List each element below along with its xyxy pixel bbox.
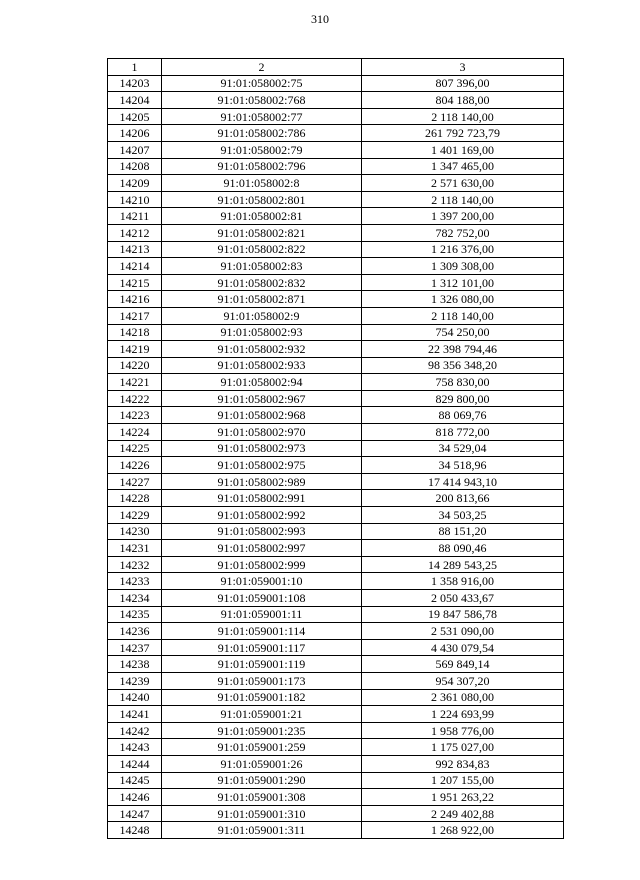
table-row bbox=[108, 739, 564, 756]
table-row bbox=[108, 805, 564, 822]
table-row bbox=[108, 606, 564, 623]
row-index-cell: 14241 bbox=[108, 706, 162, 723]
cadastral-number-cell: 91:01:058002:932 bbox=[162, 341, 362, 358]
value-cell: 2 118 140,00 bbox=[362, 307, 564, 324]
value-cell: 754 250,00 bbox=[362, 324, 564, 341]
value-cell: 1 347 465,00 bbox=[362, 158, 564, 175]
table-row bbox=[108, 639, 564, 656]
table-row bbox=[108, 689, 564, 706]
cadastral-number-cell: 91:01:058002:992 bbox=[162, 507, 362, 524]
table-row bbox=[108, 274, 564, 291]
cadastral-number-cell: 91:01:058002:801 bbox=[162, 191, 362, 208]
cadastral-number-cell: 91:01:059001:308 bbox=[162, 789, 362, 806]
table-row bbox=[108, 241, 564, 258]
row-index-cell: 14229 bbox=[108, 507, 162, 524]
data-table bbox=[107, 58, 564, 839]
cadastral-number-cell: 91:01:058002:796 bbox=[162, 158, 362, 175]
row-index-cell: 14225 bbox=[108, 440, 162, 457]
table-row bbox=[108, 789, 564, 806]
cadastral-number-cell: 91:01:058002:968 bbox=[162, 407, 362, 424]
value-cell: 818 772,00 bbox=[362, 424, 564, 441]
cadastral-number-cell: 91:01:059001:21 bbox=[162, 706, 362, 723]
table-row bbox=[108, 540, 564, 557]
row-index-cell: 14234 bbox=[108, 590, 162, 607]
row-index-cell: 14214 bbox=[108, 258, 162, 275]
value-cell: 34 503,25 bbox=[362, 507, 564, 524]
row-index-cell: 14204 bbox=[108, 92, 162, 109]
value-cell: 1 951 263,22 bbox=[362, 789, 564, 806]
table-row bbox=[108, 822, 564, 839]
value-cell: 782 752,00 bbox=[362, 224, 564, 241]
cadastral-number-cell: 91:01:059001:235 bbox=[162, 722, 362, 739]
cadastral-number-cell: 91:01:059001:108 bbox=[162, 590, 362, 607]
table-row bbox=[108, 457, 564, 474]
table-row bbox=[108, 656, 564, 673]
table-row bbox=[108, 755, 564, 772]
value-cell: 34 529,04 bbox=[362, 440, 564, 457]
value-cell: 1 268 922,00 bbox=[362, 822, 564, 839]
row-index-cell: 14236 bbox=[108, 623, 162, 640]
table-row bbox=[108, 390, 564, 407]
value-cell: 34 518,96 bbox=[362, 457, 564, 474]
table-row bbox=[108, 573, 564, 590]
value-cell: 19 847 586,78 bbox=[362, 606, 564, 623]
table-row bbox=[108, 108, 564, 125]
table-row bbox=[108, 258, 564, 275]
row-index-cell: 14246 bbox=[108, 789, 162, 806]
table-row bbox=[108, 623, 564, 640]
cadastral-number-cell: 91:01:059001:290 bbox=[162, 772, 362, 789]
table-row bbox=[108, 208, 564, 225]
table-row bbox=[108, 324, 564, 341]
value-cell: 14 289 543,25 bbox=[362, 556, 564, 573]
cadastral-number-cell: 91:01:058002:832 bbox=[162, 274, 362, 291]
value-cell: 2 050 433,67 bbox=[362, 590, 564, 607]
table-row bbox=[108, 191, 564, 208]
row-index-cell: 14232 bbox=[108, 556, 162, 573]
table-row bbox=[108, 341, 564, 358]
table-row bbox=[108, 706, 564, 723]
cadastral-number-cell: 91:01:058002:970 bbox=[162, 424, 362, 441]
table-row bbox=[108, 424, 564, 441]
cadastral-number-cell: 91:01:058002:83 bbox=[162, 258, 362, 275]
row-index-cell: 14223 bbox=[108, 407, 162, 424]
value-cell: 2 361 080,00 bbox=[362, 689, 564, 706]
column-header-3: 3 bbox=[362, 59, 564, 76]
table-row bbox=[108, 224, 564, 241]
cadastral-number-cell: 91:01:058002:999 bbox=[162, 556, 362, 573]
value-cell: 1 309 308,00 bbox=[362, 258, 564, 275]
cadastral-number-cell: 91:01:058002:77 bbox=[162, 108, 362, 125]
value-cell: 2 571 630,00 bbox=[362, 175, 564, 192]
row-index-cell: 14244 bbox=[108, 755, 162, 772]
row-index-cell: 14218 bbox=[108, 324, 162, 341]
cadastral-number-cell: 91:01:058002:8 bbox=[162, 175, 362, 192]
value-cell: 1 216 376,00 bbox=[362, 241, 564, 258]
row-index-cell: 14205 bbox=[108, 108, 162, 125]
table-row bbox=[108, 507, 564, 524]
row-index-cell: 14238 bbox=[108, 656, 162, 673]
table-row bbox=[108, 722, 564, 739]
row-index-cell: 14211 bbox=[108, 208, 162, 225]
table-row bbox=[108, 92, 564, 109]
table-row bbox=[108, 407, 564, 424]
table-row bbox=[108, 556, 564, 573]
value-cell: 1 397 200,00 bbox=[362, 208, 564, 225]
cadastral-number-cell: 91:01:058002:79 bbox=[162, 141, 362, 158]
row-index-cell: 14243 bbox=[108, 739, 162, 756]
row-index-cell: 14226 bbox=[108, 457, 162, 474]
cadastral-number-cell: 91:01:058002:989 bbox=[162, 473, 362, 490]
row-index-cell: 14230 bbox=[108, 523, 162, 540]
cadastral-number-cell: 91:01:058002:871 bbox=[162, 291, 362, 308]
value-cell: 98 356 348,20 bbox=[362, 357, 564, 374]
cadastral-number-cell: 91:01:058002:786 bbox=[162, 125, 362, 142]
column-header-1: 1 bbox=[108, 59, 162, 76]
cadastral-number-cell: 91:01:058002:933 bbox=[162, 357, 362, 374]
cadastral-number-cell: 91:01:059001:117 bbox=[162, 639, 362, 656]
table-header bbox=[108, 59, 564, 76]
table-row bbox=[108, 175, 564, 192]
value-cell: 17 414 943,10 bbox=[362, 473, 564, 490]
value-cell: 261 792 723,79 bbox=[362, 125, 564, 142]
value-cell: 1 312 101,00 bbox=[362, 274, 564, 291]
table-row bbox=[108, 523, 564, 540]
cadastral-number-cell: 91:01:058002:9 bbox=[162, 307, 362, 324]
value-cell: 1 326 080,00 bbox=[362, 291, 564, 308]
row-index-cell: 14206 bbox=[108, 125, 162, 142]
value-cell: 88 090,46 bbox=[362, 540, 564, 557]
cadastral-number-cell: 91:01:059001:310 bbox=[162, 805, 362, 822]
row-index-cell: 14219 bbox=[108, 341, 162, 358]
value-cell: 2 249 402,88 bbox=[362, 805, 564, 822]
table-row bbox=[108, 440, 564, 457]
value-cell: 1 175 027,00 bbox=[362, 739, 564, 756]
cadastral-number-cell: 91:01:059001:259 bbox=[162, 739, 362, 756]
cadastral-number-cell: 91:01:058002:822 bbox=[162, 241, 362, 258]
value-cell: 22 398 794,46 bbox=[362, 341, 564, 358]
table-row bbox=[108, 772, 564, 789]
value-cell: 569 849,14 bbox=[362, 656, 564, 673]
cadastral-number-cell: 91:01:059001:10 bbox=[162, 573, 362, 590]
cadastral-number-cell: 91:01:058002:975 bbox=[162, 457, 362, 474]
row-index-cell: 14233 bbox=[108, 573, 162, 590]
value-cell: 2 531 090,00 bbox=[362, 623, 564, 640]
table-row bbox=[108, 75, 564, 92]
table-row bbox=[108, 158, 564, 175]
cadastral-number-cell: 91:01:058002:967 bbox=[162, 390, 362, 407]
cadastral-number-cell: 91:01:058002:81 bbox=[162, 208, 362, 225]
value-cell: 758 830,00 bbox=[362, 374, 564, 391]
cadastral-number-cell: 91:01:058002:75 bbox=[162, 75, 362, 92]
value-cell: 200 813,66 bbox=[362, 490, 564, 507]
row-index-cell: 14207 bbox=[108, 141, 162, 158]
cadastral-number-cell: 91:01:058002:93 bbox=[162, 324, 362, 341]
row-index-cell: 14248 bbox=[108, 822, 162, 839]
value-cell: 829 800,00 bbox=[362, 390, 564, 407]
row-index-cell: 14247 bbox=[108, 805, 162, 822]
table-row bbox=[108, 672, 564, 689]
row-index-cell: 14239 bbox=[108, 672, 162, 689]
table-row bbox=[108, 291, 564, 308]
row-index-cell: 14213 bbox=[108, 241, 162, 258]
cadastral-number-cell: 91:01:058002:768 bbox=[162, 92, 362, 109]
value-cell: 1 401 169,00 bbox=[362, 141, 564, 158]
row-index-cell: 14212 bbox=[108, 224, 162, 241]
value-cell: 804 188,00 bbox=[362, 92, 564, 109]
column-header-2: 2 bbox=[162, 59, 362, 76]
table-row bbox=[108, 307, 564, 324]
cadastral-number-cell: 91:01:058002:94 bbox=[162, 374, 362, 391]
value-cell: 1 224 693,99 bbox=[362, 706, 564, 723]
row-index-cell: 14220 bbox=[108, 357, 162, 374]
value-cell: 1 958 776,00 bbox=[362, 722, 564, 739]
value-cell: 954 307,20 bbox=[362, 672, 564, 689]
value-cell: 992 834,83 bbox=[362, 755, 564, 772]
header-row bbox=[108, 59, 564, 76]
table-row bbox=[108, 490, 564, 507]
row-index-cell: 14231 bbox=[108, 540, 162, 557]
cadastral-number-cell: 91:01:058002:993 bbox=[162, 523, 362, 540]
cadastral-number-cell: 91:01:059001:182 bbox=[162, 689, 362, 706]
table-row bbox=[108, 141, 564, 158]
row-index-cell: 14221 bbox=[108, 374, 162, 391]
value-cell: 1 207 155,00 bbox=[362, 772, 564, 789]
row-index-cell: 14224 bbox=[108, 424, 162, 441]
cadastral-number-cell: 91:01:058002:997 bbox=[162, 540, 362, 557]
row-index-cell: 14203 bbox=[108, 75, 162, 92]
row-index-cell: 14216 bbox=[108, 291, 162, 308]
value-cell: 807 396,00 bbox=[362, 75, 564, 92]
cadastral-number-cell: 91:01:059001:26 bbox=[162, 755, 362, 772]
row-index-cell: 14217 bbox=[108, 307, 162, 324]
row-index-cell: 14210 bbox=[108, 191, 162, 208]
value-cell: 2 118 140,00 bbox=[362, 191, 564, 208]
cadastral-number-cell: 91:01:058002:821 bbox=[162, 224, 362, 241]
cadastral-number-cell: 91:01:059001:114 bbox=[162, 623, 362, 640]
cadastral-number-cell: 91:01:058002:991 bbox=[162, 490, 362, 507]
row-index-cell: 14222 bbox=[108, 390, 162, 407]
cadastral-number-cell: 91:01:059001:11 bbox=[162, 606, 362, 623]
table-row bbox=[108, 473, 564, 490]
row-index-cell: 14235 bbox=[108, 606, 162, 623]
cadastral-number-cell: 91:01:059001:311 bbox=[162, 822, 362, 839]
row-index-cell: 14209 bbox=[108, 175, 162, 192]
value-cell: 4 430 079,54 bbox=[362, 639, 564, 656]
value-cell: 88 151,20 bbox=[362, 523, 564, 540]
table-body bbox=[108, 75, 564, 838]
page-number: 310 bbox=[311, 12, 329, 26]
value-cell: 88 069,76 bbox=[362, 407, 564, 424]
row-index-cell: 14227 bbox=[108, 473, 162, 490]
row-index-cell: 14245 bbox=[108, 772, 162, 789]
row-index-cell: 14242 bbox=[108, 722, 162, 739]
value-cell: 1 358 916,00 bbox=[362, 573, 564, 590]
table-row bbox=[108, 374, 564, 391]
row-index-cell: 14240 bbox=[108, 689, 162, 706]
row-index-cell: 14215 bbox=[108, 274, 162, 291]
cadastral-number-cell: 91:01:059001:119 bbox=[162, 656, 362, 673]
row-index-cell: 14228 bbox=[108, 490, 162, 507]
row-index-cell: 14208 bbox=[108, 158, 162, 175]
cadastral-number-cell: 91:01:059001:173 bbox=[162, 672, 362, 689]
table-row bbox=[108, 590, 564, 607]
table-row bbox=[108, 357, 564, 374]
table-row bbox=[108, 125, 564, 142]
cadastral-number-cell: 91:01:058002:973 bbox=[162, 440, 362, 457]
value-cell: 2 118 140,00 bbox=[362, 108, 564, 125]
row-index-cell: 14237 bbox=[108, 639, 162, 656]
